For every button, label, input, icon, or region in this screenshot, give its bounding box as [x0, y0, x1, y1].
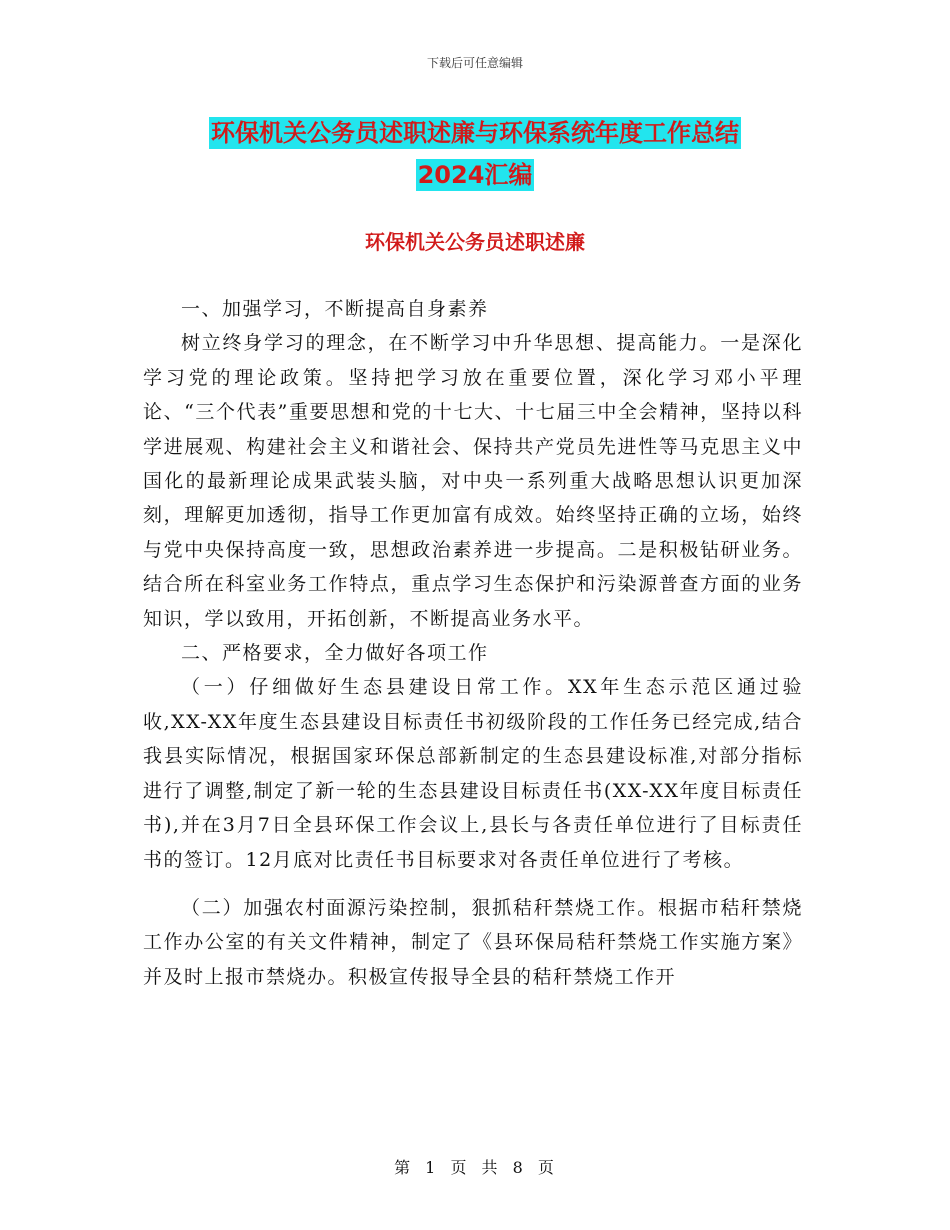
document-body — [143, 292, 803, 994]
paragraph: （一）仔细做好生态县建设日常工作。XX年生态示范区通过验收,XX-XX年度生态县建设目标责任书初级阶段的工作任务已经完成,结合我县实际情况，根据国家环保总部新制定的生态县建设标准,对部分指标进行了调整,制定了新一轮的生态县建设目标责任书(XX-XX年度目标责任书),并在3月7日全县环保工作会议上,县长与各责任单位进行了目标责任书的签订。12月底对比责任书目标要求对各责任单位进行了考核。 — [143, 676, 803, 871]
paragraph: 树立终身学习的理念，在不断学习中升华思想、提高能力。一是深化学习党的理论政策。坚持把学习放在重要位置，深化学习邓小平理论、“三个代表”重要思想和党的十七大、十七届三中全会精神，坚持以科学进展观、构建社会主义和谐社会、保持共产党员先进性等马克思主义中国化的最新理论成果武装头脑，对中央一系列重大战略思想认识更加深刻，理解更加透彻，指导工作更加富有成效。始终坚持正确的立场，始终与党中央保持高度一致，思想政治素养进一步提高。二是积极钻研业务。结合所在科室业务工作特点，重点学习生态保护和污染源普查方面的业务知识，学以致用，开拓创新，不断提高业务水平。 — [143, 332, 803, 630]
section-title: 环保机关公务员述职述廉 — [365, 230, 585, 254]
heading-2: 二、严格要求，全力做好各项工作 — [181, 642, 489, 665]
document-title-line-1: 环保机关公务员述职述廉与环保系统年度工作总结 — [211, 119, 739, 147]
heading-1: 一、加强学习，不断提高自身素养 — [181, 298, 489, 320]
paragraph: （二）加强农村面源污染控制，狠抓秸秆禁烧工作。根据市秸秆禁烧工作办公室的有关文件精神，制定了《县环保局秸秆禁烧工作实施方案》并及时上报市禁烧办。积极宣传报导全县的秸秆禁烧工作开 — [143, 896, 803, 988]
document-title-line-2: 2024汇编 — [417, 161, 533, 189]
header-note: 下载后可任意编辑 — [426, 56, 523, 70]
document-title — [0, 112, 950, 196]
page-footer: 第 1 页 共 8 页 — [394, 1158, 556, 1177]
